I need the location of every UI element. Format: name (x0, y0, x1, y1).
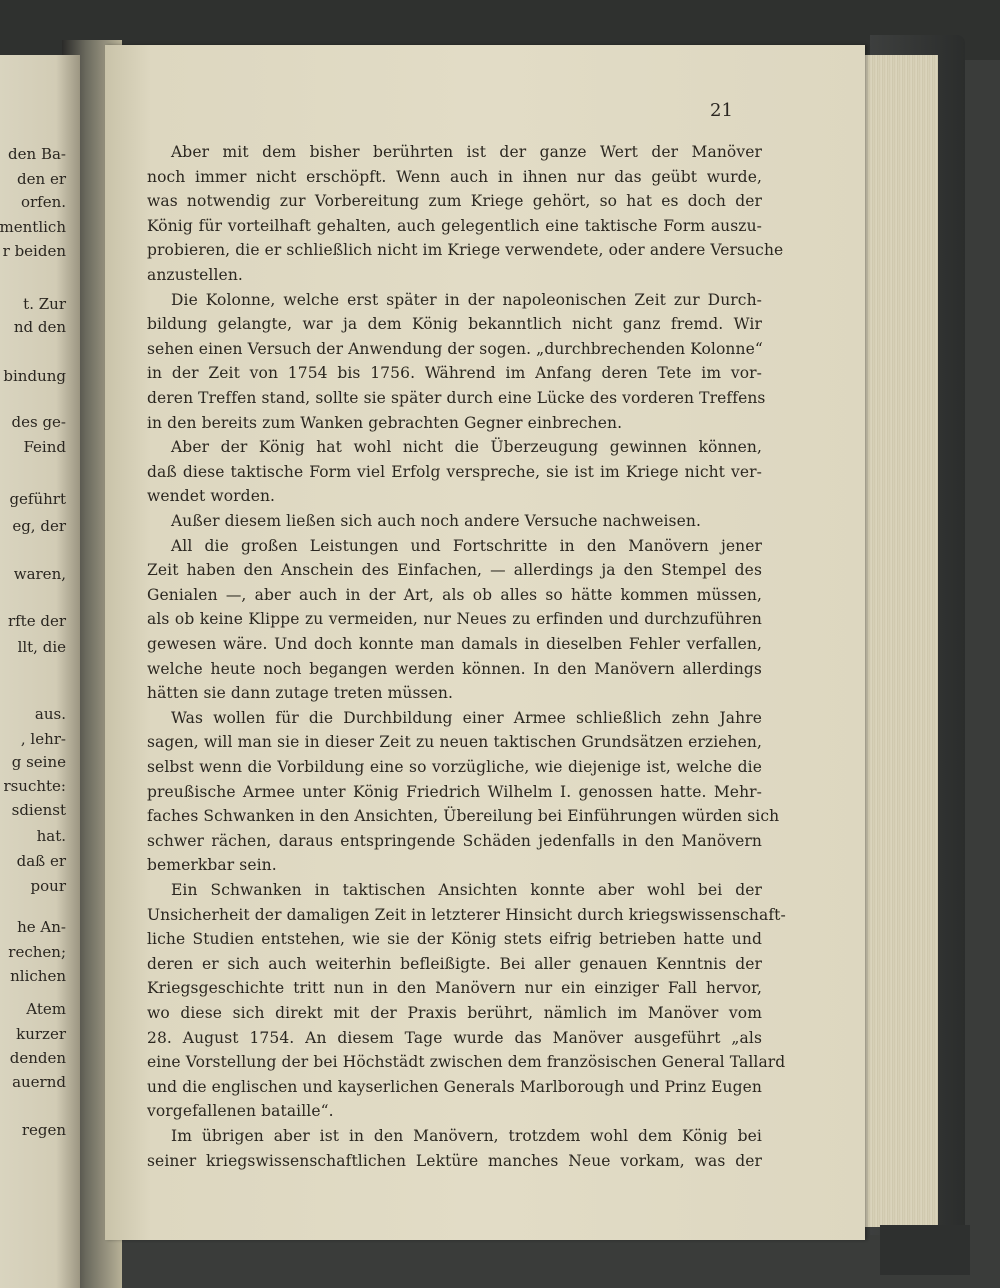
text-line: und die englischen und kayserlichen Generals Marlborough und Prinz Eugen (147, 1077, 762, 1096)
text-line: Kriegsgeschichte tritt nun in den Manövern nur ein einziger Fall hervor, (147, 979, 762, 998)
facing-page-text: aus. (34, 705, 66, 723)
text-line: gewesen wäre. Und doch konnte man damals in dieselben Fehler verfallen, (147, 635, 762, 653)
text-line: deren Treffen stand, sollte sie später durch eine Lücke des vorderen Treffens (147, 389, 766, 407)
text-line: probieren, die er schließlich nicht im Kriege verwendete, oder andere Versuche (147, 241, 784, 260)
facing-page-text: eg, der (12, 517, 66, 535)
facing-page-text: kurzer (16, 1025, 66, 1043)
text-line: wendet worden. (147, 487, 276, 506)
page-edges (858, 55, 938, 1227)
text-line: faches Schwanken in den Ansichten, Übereilung bei Einführungen würden sich (147, 807, 780, 826)
facing-page-text: rsuchte: (3, 777, 66, 795)
text-line: liche Studien entstehen, wie sie der König stets eifrig betrieben hatte und (147, 930, 762, 949)
text-line: Unsicherheit der damaligen Zeit in letzterer Hinsicht durch kriegswissenschaft- (147, 905, 786, 924)
facing-page-text: , lehr- (20, 730, 66, 748)
text-line: Zeit haben den Anschein des Einfachen, — allerdings ja den Stempel des (147, 561, 762, 580)
text-line: schwer rächen, daraus entspringende Schäden jedenfalls in den Manövern (147, 831, 762, 850)
text-line: sehen einen Versuch der Anwendung der sogen. „durchbrechenden Kolonne“ (147, 339, 763, 358)
text-line: eine Vorstellung der bei Höchstädt zwischen dem französischen General Tallard (147, 1053, 786, 1072)
text-line: was notwendig zur Vorbereitung zum Kriege gehört, so hat es doch der (147, 192, 762, 211)
text-line: preußische Armee unter König Friedrich Wilhelm I. genossen hatte. Mehr- (147, 782, 762, 801)
facing-page-text: bindung (3, 367, 66, 385)
text-line: Was wollen für die Durchbildung einer Armee schließlich zehn Jahre (171, 708, 762, 727)
facing-page-text: pour (30, 877, 66, 895)
text-line: bildung gelangte, war ja dem König bekanntlich nicht ganz fremd. Wir (147, 315, 762, 334)
text-line: deren er sich auch weiterhin befleißigte. Bei aller genauen Kenntnis der (147, 954, 762, 973)
text-line: in der Zeit von 1754 bis 1756. Während im Anfang deren Tete im vor- (147, 364, 762, 383)
facing-page-text: r beiden (2, 242, 66, 260)
facing-page-text: rfte der (7, 612, 66, 630)
text-line: Die Kolonne, welche erst später in der napoleonischen Zeit zur Durch- (171, 290, 762, 309)
text-line: All die großen Leistungen und Fortschritte in den Manövern jener (171, 536, 762, 555)
text-line: Aber mit dem bisher berührten ist der ganze Wert der Manöver (171, 143, 762, 161)
facing-page-text: llt, die (17, 638, 66, 656)
facing-page-text: rechen; (8, 943, 66, 961)
text-line: welche heute noch begangen werden können. In den Manövern allerdings (147, 659, 762, 678)
scanner-background-corner (880, 1225, 970, 1275)
text-line: als ob keine Klippe zu vermeiden, nur Neues zu erfinden und durchzuführen (147, 610, 762, 629)
text-line: vorgefallenen bataille“. (147, 1102, 334, 1121)
facing-page-text: mentlich (0, 218, 66, 236)
facing-page-text: geführt (9, 490, 66, 508)
facing-page-text: waren, (13, 565, 66, 583)
facing-page-text: regen (21, 1121, 66, 1139)
text-line: daß diese taktische Form viel Erfolg verspreche, sie ist im Kriege nicht ver- (147, 462, 762, 481)
facing-page-text: den er (17, 170, 66, 188)
facing-page-text: Feind (23, 438, 66, 456)
facing-page-text: des ge- (11, 413, 66, 431)
text-line: Aber der König hat wohl nicht die Überzeugung gewinnen können, (171, 438, 762, 457)
facing-page-fragment (0, 55, 80, 1288)
text-line: anzustellen. (147, 266, 243, 284)
text-line: Im übrigen aber ist in den Manövern, trotzdem wohl dem König bei (171, 1127, 762, 1145)
text-line: Außer diesem ließen sich auch noch andere Versuche nachweisen. (171, 512, 701, 530)
text-line: in den bereits zum Wanken gebrachten Gegner einbrechen. (147, 413, 623, 432)
page-number: 21 (710, 100, 733, 121)
text-line: Genialen —, aber auch in der Art, als ob alles so hätte kommen müssen, (147, 585, 762, 604)
facing-page-text: g seine (11, 753, 66, 771)
facing-page-text: daß er (16, 852, 66, 870)
text-line: bemerkbar sein. (147, 856, 277, 875)
facing-page-text: Atem (26, 1000, 66, 1018)
text-line: selbst wenn die Vorbildung eine so vorzügliche, wie diejenige ist, welche die (147, 758, 762, 776)
text-line: seiner kriegswissenschaftlichen Lektüre manches Neue vorkam, was der (147, 1151, 762, 1170)
text-line: noch immer nicht erschöpft. Wenn auch in ihnen nur das geübt wurde, (147, 167, 762, 186)
text-line: sagen, will man sie in dieser Zeit zu neuen taktischen Grundsätzen erziehen, (147, 733, 762, 752)
facing-page-text: denden (9, 1049, 66, 1067)
book-page (105, 45, 865, 1240)
facing-page-text: auernd (12, 1073, 66, 1091)
facing-page-text: den Ba- (8, 145, 66, 163)
facing-page-text: he An- (17, 918, 66, 936)
text-line: Ein Schwanken in taktischen Ansichten konnte aber wohl bei der (171, 881, 762, 899)
facing-page-text: nlichen (10, 967, 66, 985)
facing-page-text: t. Zur (23, 295, 66, 313)
text-line: König für vorteilhaft gehalten, auch gelegentlich eine taktische Form auszu- (147, 216, 762, 235)
text-line: 28. August 1754. An diesem Tage wurde das Manöver ausgeführt „als (147, 1028, 762, 1047)
facing-page-text: hat. (36, 827, 66, 845)
facing-page-text: sdienst (11, 801, 66, 819)
text-line: hätten sie dann zutage treten müssen. (147, 684, 453, 703)
facing-page-text: nd den (13, 318, 66, 336)
text-line: wo diese sich direkt mit der Praxis berührt, nämlich im Manöver vom (147, 1004, 762, 1022)
facing-page-text: orfen. (20, 193, 66, 211)
